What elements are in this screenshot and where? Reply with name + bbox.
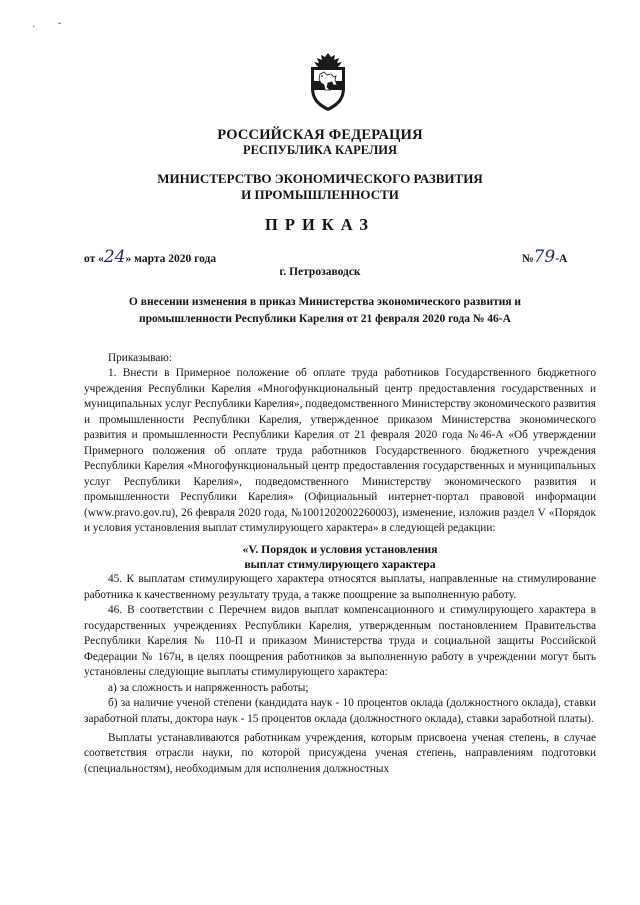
handwritten-day: 24: [103, 247, 126, 267]
date-suffix: » марта 2020 года: [125, 253, 217, 265]
number-prefix: №: [522, 253, 534, 265]
ministry-heading-line2: И ПРОМЫШЛЕННОСТИ: [241, 187, 399, 202]
paragraph-payments: Выплаты устанавливаются работникам учреждения, которым присвоена ученая степень, в случае соответствия отрасли науки, по которой присуждена ученая степень, направлениям подготовки (специальностям), необходимым для исполнения должностных: [84, 731, 596, 775]
handwritten-number: 79: [533, 247, 556, 267]
country-heading: РОССИЙСКАЯ ФЕДЕРАЦИЯ: [217, 127, 423, 143]
section-title: [84, 543, 596, 572]
order-directive: Приказываю:: [108, 352, 173, 364]
section-title-line2: выплат стимулирующего характера: [244, 557, 436, 571]
order-body: [84, 351, 596, 777]
scan-specks: · ˇ: [32, 22, 62, 33]
paragraph-46: 46. В соответствии с Перечнем видов выплат компенсационного и стимулирующего характера в государственных учреждениях Республики Карелия, утвержденным постановлением Правительства Республики Карелия № 110-П и приказом Министерства труда и социальной защиты Российской Федерации № 167н, в целях поощрения работников за выполненную работу в учреждении могут быть установлены следующие выплаты стимулирующего характера:: [84, 604, 596, 679]
order-number: [522, 247, 567, 267]
republic-heading: РЕСПУБЛИКА КАРЕЛИЯ: [242, 143, 398, 157]
order-date: [84, 247, 216, 267]
date-prefix: от «: [84, 253, 104, 265]
list-item-a: а) за сложность и напряженность работы;: [108, 681, 309, 694]
city-line: г. Петрозаводск: [279, 266, 361, 278]
list-item-b: б) за наличие ученой степени (кандидата наук - 10 процентов оклада (должностного оклада), ставки заработной платы, доктора наук - 15 процентов оклада (должностного оклада), ставки заработной платы).: [84, 697, 596, 725]
paragraph-1: 1. Внести в Примерное положение об оплате труда работников Государственного бюджетного учреждения Республики Карелия «Многофункциональный центр предоставления государственных и муниципальных услуг Республики Карелия», подведомственного Министерству экономического развития и промышленности Республики Карелия, утвержденное приказом Министерства экономического развития и промышленности Республики Карелия от 21 февраля 2020 года №46-А «Об утверждении Примерного положения об оплате труда работников Государственного бюджетного учреждения Республики Карелия «Многофункциональный центр предоставления государственных и муниципальных услуг Республики Карелия», подведомственного Министерству экономического развития и промышленности Республики Карелия» (Официальный интернет-портал правовой информации (www.pravo.gov.ru), 26 февраля 2020 года, №1001202002260003), изменение, изложив раздел V «Порядок и условия установления выплат стимулирующего характера» в следующей редакции:: [84, 367, 596, 534]
number-suffix: -А: [555, 253, 568, 265]
ministry-heading-line1: МИНИСТЕРСТВО ЭКОНОМИЧЕСКОГО РАЗВИТИЯ: [157, 171, 483, 186]
section-title-line1: «V. Порядок и условия установления: [242, 543, 438, 557]
paragraph-45: 45. К выплатам стимулирующего характера относятся выплаты, направленные на стимулирование работника к качественному результату труда, а также поощрение за выполненную работу.: [84, 573, 596, 601]
coat-of-arms-emblem: [307, 52, 349, 112]
document-type-title: ПРИКАЗ: [265, 215, 375, 234]
order-subject: О внесении изменения в приказ Министерства экономического развития и промышленности Республики Карелия от 21 февраля 2020 года № 46-А: [128, 296, 522, 325]
